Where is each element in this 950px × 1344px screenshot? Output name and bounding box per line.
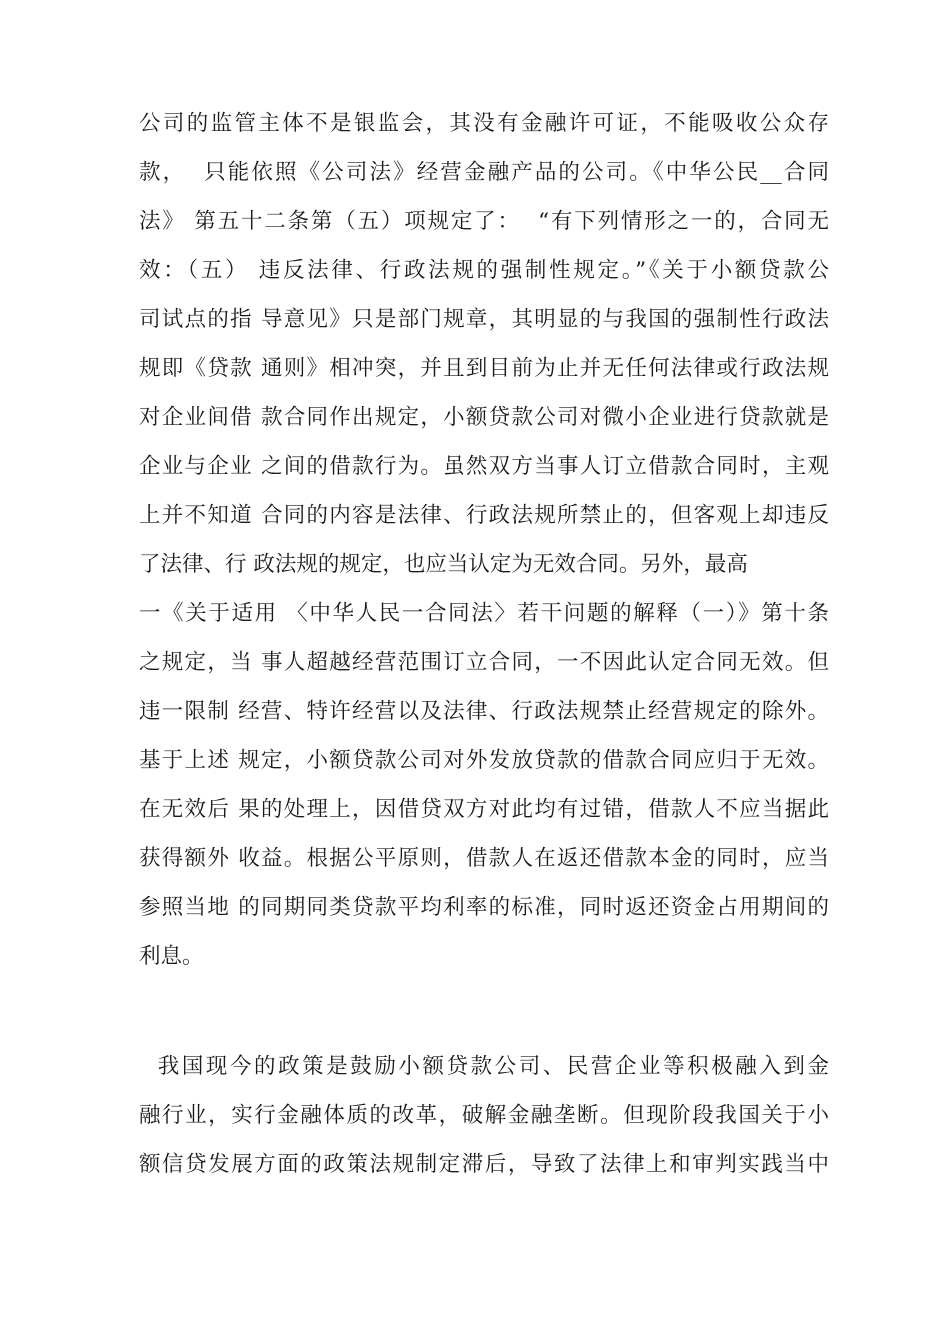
text-line: 款， 只能依照《公司法》经营金融产品的公司。《中华公民__合同: [139, 160, 829, 185]
text-line: 上并不知道 合同的内容是法律、行政法规所禁止的，但客观上却违反: [139, 503, 829, 528]
text-line: 我国现今的政策是鼓励小额贷款公司、民营企业等积极融入到金: [139, 1054, 829, 1079]
text-line: 企业与企业 之间的借款行为。虽然双方当事人订立借款合同时，主观: [139, 454, 829, 479]
text-line: 参照当地 的同期同类贷款平均利率的标准，同时返还资金占用期间的: [139, 895, 829, 920]
text-line: 基于上述 规定，小额贷款公司对外发放贷款的借款合同应归于无效。: [139, 748, 829, 773]
text-line: 额信贷发展方面的政策法规制定滞后，导致了法律上和审判实践当中: [139, 1152, 829, 1177]
text-line: 在无效后 果的处理上，因借贷双方对此均有过错，借款人不应当据此: [139, 797, 829, 822]
text-line: 融行业，实行金融体质的改革，破解金融垄断。但现阶段我国关于小: [139, 1103, 829, 1128]
text-line: 了法律、行 政法规的规定，也应当认定为无效合同。另外，最高: [139, 552, 748, 577]
text-line: 效：（五） 违反法律、行政法规的强制性规定。”《关于小额贷款公: [139, 258, 829, 283]
text-line: 之规定，当 事人超越经营范围订立合同，一不因此认定合同无效。但: [139, 650, 829, 675]
text-line: 对企业间借 款合同作出规定，小额贷款公司对微小企业进行贷款就是: [139, 405, 829, 430]
text-line: 利息。: [139, 944, 204, 969]
text-line: 司试点的指 导意见》只是部门规章，其明显的与我国的强制性行政法: [139, 307, 829, 332]
text-line: 法》 第五十二条第（五）项规定了： “有下列情形之一的，合同无: [139, 209, 829, 234]
text-line: 公司的监管主体不是银监会，其没有金融许可证，不能吸收公众存: [139, 111, 829, 136]
paragraph-2: [139, 1042, 829, 1189]
text-line: 违一限制 经营、特许经营以及法律、行政法规禁止经营规定的除外。: [139, 699, 829, 724]
text-line: 获得额外 收益。根据公平原则，借款人在返还借款本金的同时，应当: [139, 846, 829, 871]
paragraph-1: [139, 99, 829, 981]
text-line: 规即《贷款 通则》相冲突，并且到目前为止并无任何法律或行政法规: [139, 356, 829, 381]
text-line: 一《关于适用 〈中华人民一合同法〉若干问题的解释（一）》第十条: [139, 601, 829, 626]
